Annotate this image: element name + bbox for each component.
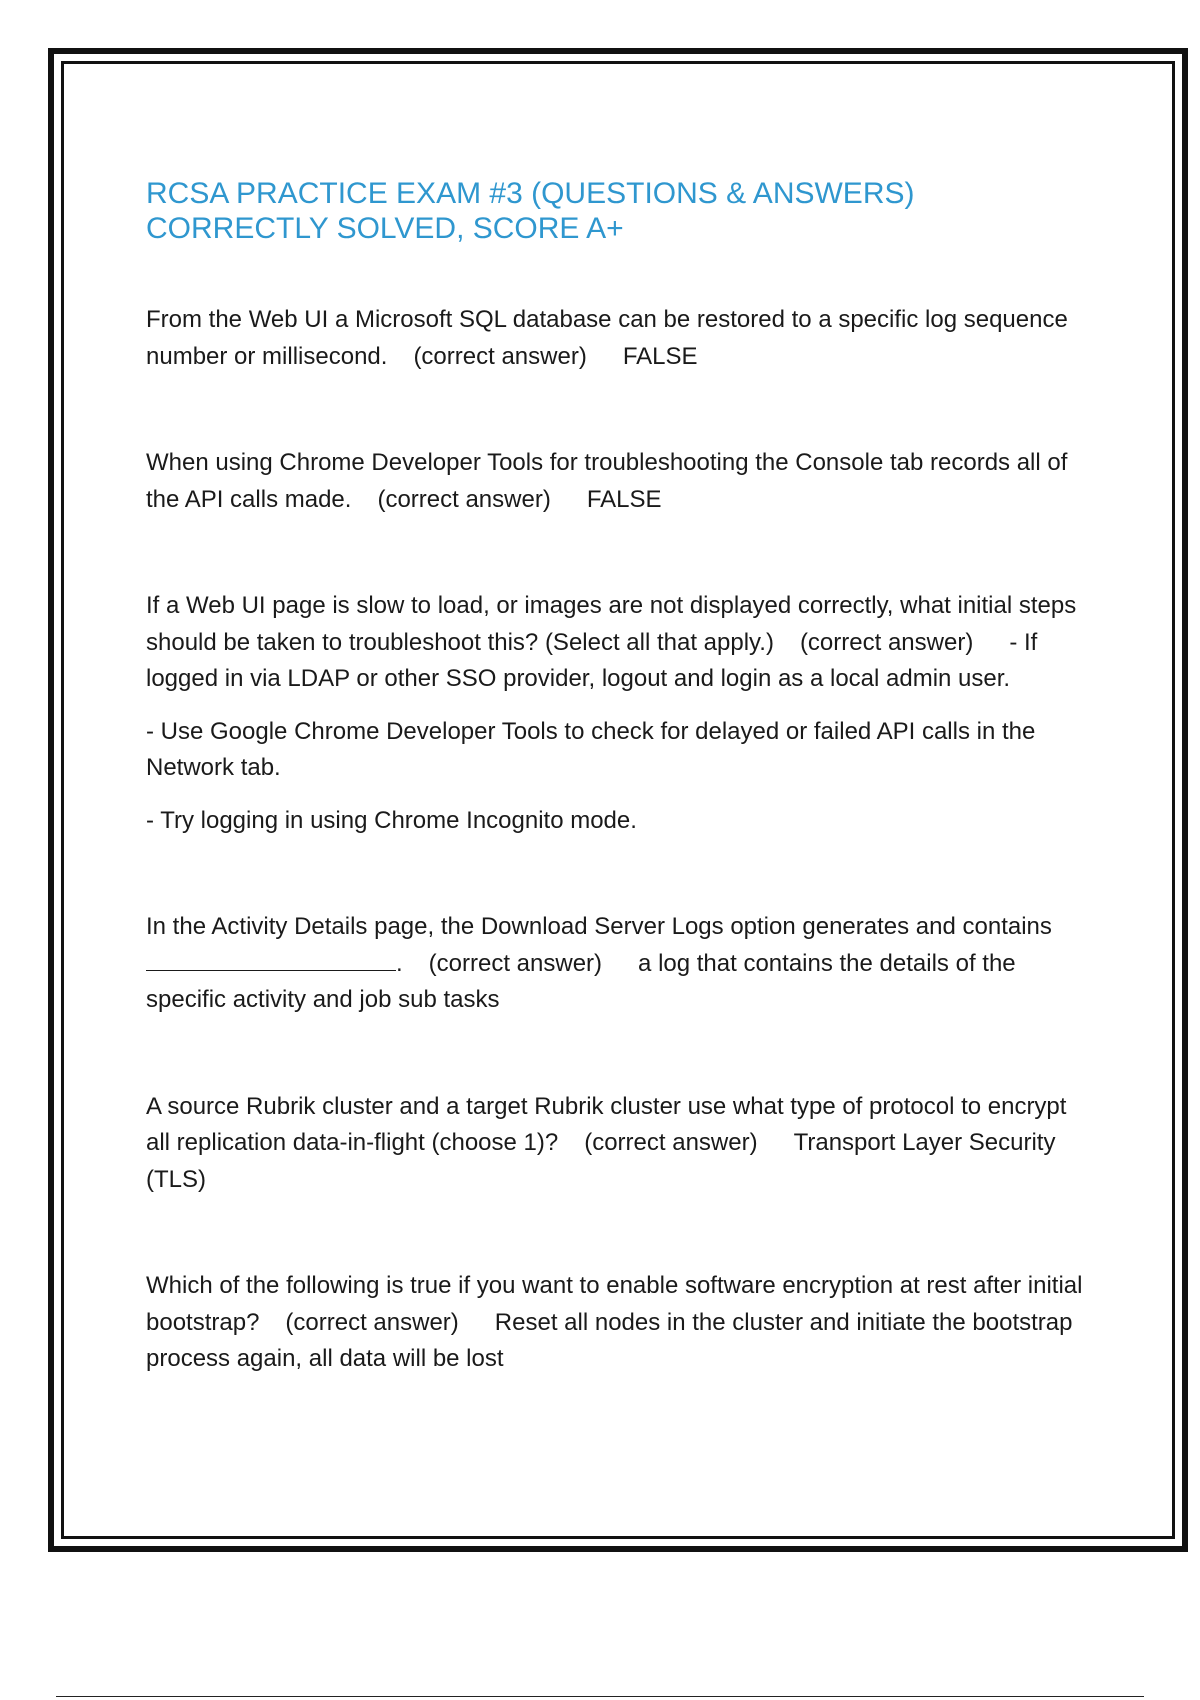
question-text: A source Rubrik cluster and a target Rubrik cluster use what type of protocol to encrypt all replication data-in-flight (choose 1)? <box>146 1092 1067 1156</box>
question-text: In the Activity Details page, the Download Server Logs option generates and contains <box>146 913 1052 940</box>
qa-item-5 <box>146 1089 1096 1199</box>
qa-item-6 <box>146 1268 1096 1378</box>
answer-tag: (correct answer) <box>799 628 974 656</box>
document-content <box>146 176 1096 1448</box>
question-text: From the Web UI a Microsoft SQL database can be restored to a specific log sequence number or millisecond. <box>146 306 1068 370</box>
answer-tag: (correct answer) <box>377 485 551 513</box>
footer-divider <box>56 1696 1144 1697</box>
answer-tag: (correct answer) <box>428 949 603 977</box>
answer-extra-2: - Try logging in using Chrome Incognito mode. <box>146 806 637 834</box>
qa-item-3 <box>146 588 1096 839</box>
qa-item-1 <box>146 302 1096 375</box>
answer-text: - If logged in via LDAP or other SSO provider, logout and login as a local admin user. <box>146 628 1038 692</box>
answer-tag: (correct answer) <box>285 1308 459 1336</box>
question-text: When using Chrome Developer Tools for troubleshooting the Console tab records all of the API calls made. <box>146 449 1068 513</box>
qa-item-4 <box>146 909 1096 1019</box>
question-text: Which of the following is true if you want to enable software encryption at rest after initial bootstrap? <box>146 1272 1083 1336</box>
answer-text: Transport Layer Security (TLS) <box>146 1129 1056 1193</box>
answer-text: Reset all nodes in the cluster and initiate the bootstrap process again, all data will be lost <box>146 1308 1073 1372</box>
title-line-2: CORRECTLY SOLVED, SCORE A+ <box>146 212 624 245</box>
title-line-1: RCSA PRACTICE EXAM #3 (QUESTIONS & ANSWERS) <box>146 177 915 210</box>
qa-item-2 <box>146 445 1096 518</box>
answer-extra-1: - Use Google Chrome Developer Tools to check for delayed or failed API calls in the Network tab. <box>146 717 1036 781</box>
answer-text: a log that contains the details of the specific activity and job sub tasks <box>146 949 1016 1013</box>
fill-in-blank <box>146 948 396 971</box>
answer-tag: (correct answer) <box>584 1129 758 1156</box>
answer-text: FALSE <box>622 342 698 370</box>
question-suffix: . <box>396 949 403 977</box>
answer-tag: (correct answer) <box>413 342 587 370</box>
document-title <box>146 176 1096 246</box>
question-text: If a Web UI page is slow to load, or images are not displayed correctly, what initial steps should be taken to troubleshoot this? (Select all that apply.) <box>146 592 1077 656</box>
answer-text: FALSE <box>586 485 662 513</box>
